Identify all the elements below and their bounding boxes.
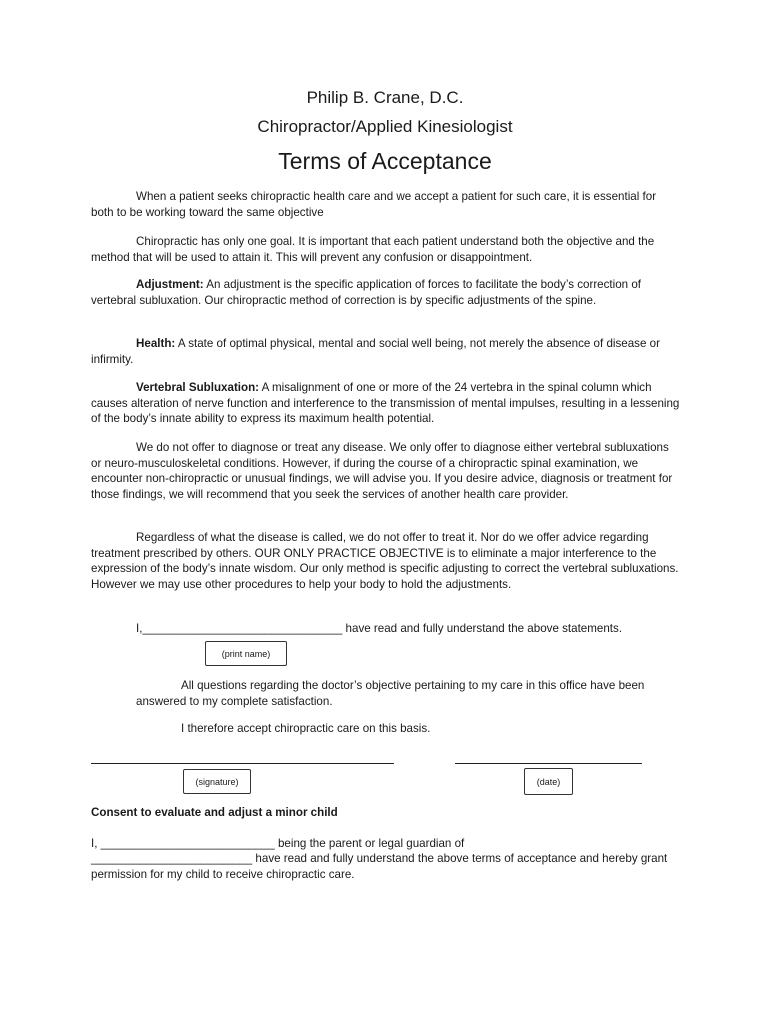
date-line[interactable] [455,763,642,764]
subluxation-label: Vertebral Subluxation: [136,381,260,394]
signature-box: (signature) [183,769,251,794]
doctor-name: Philip B. Crane, D.C. [306,88,464,107]
paragraph-health: Health: A state of optimal physical, mental and social well being, not merely the absence of disease or infirmity. [91,337,660,366]
paragraph-adjustment: Adjustment: An adjustment is the specific application of forces to facilitate the body’s correction of vertebral subluxation. Our chiropractic method of correction is by specific adjustments of the spine. [91,278,642,307]
signature-line[interactable] [91,763,394,764]
doctor-title: Chiropractor/Applied Kinesiologist [257,117,513,136]
minor-consent-heading: Consent to evaluate and adjust a minor child [91,806,338,819]
document-title: Terms of Acceptance [278,148,492,174]
paragraph-questions: All questions regarding the doctor’s objective pertaining to my care in this office have been answered to my complete satisfaction. [136,679,645,708]
paragraph-goal: Chiropractic has only one goal. It is important that each patient understand both the objective and the method that will be used to attain it. This will prevent any confusion or disappointment. [91,235,655,264]
adjustment-label: Adjustment: [136,278,204,291]
print-name-box: (print name) [205,641,287,666]
child-name-line[interactable]: _________________________ have read and fully understand the above terms of acceptance and hereby grant permission for my child to receive chiropractic care. [91,852,668,881]
paragraph-objective: When a patient seeks chiropractic health care and we accept a patient for such care, it is essential for both to be working toward the same objective [91,190,657,219]
paragraph-subluxation: Vertebral Subluxation: A misalignment of one or more of the 24 vertebra in the spinal column which causes alteration of nerve function and interference to the transmission of mental impulses, resulting in a lessening of the body’s innate ability to express its maximum health potential. [91,381,680,425]
print-name-line[interactable]: I,_______________________________ have read and fully understand the above statements. [136,622,623,635]
date-box: (date) [524,768,573,795]
health-label: Health: [136,337,176,350]
paragraph-diagnosis: We do not offer to diagnose or treat any disease. We only offer to diagnose either vertebral subluxations or neuro-musculoskeletal conditions. However, if during the course of a chiropractic spinal examination, we encounter non-chiropractic or unusual findings, we will advise you. If you desire advice, diagnosis or treatment for those findings, we will recommend that you seek the services of another health care provider. [91,441,673,501]
guardian-name-line[interactable]: I, ___________________________ being the parent or legal guardian of [91,837,465,850]
accept-statement: I therefore accept chiropractic care on this basis. [181,722,431,735]
paragraph-treatment: Regardless of what the disease is called, we do not offer to treat it. Nor do we offer advice regarding treatment prescribed by others. OUR ONLY PRACTICE OBJECTIVE is to eliminate a major interference to the expression of the body’s innate wisdom. Our only method is specific adjusting to correct the vertebral subluxations. However we may use other procedures to help your body to hold the adjustments. [91,531,679,591]
